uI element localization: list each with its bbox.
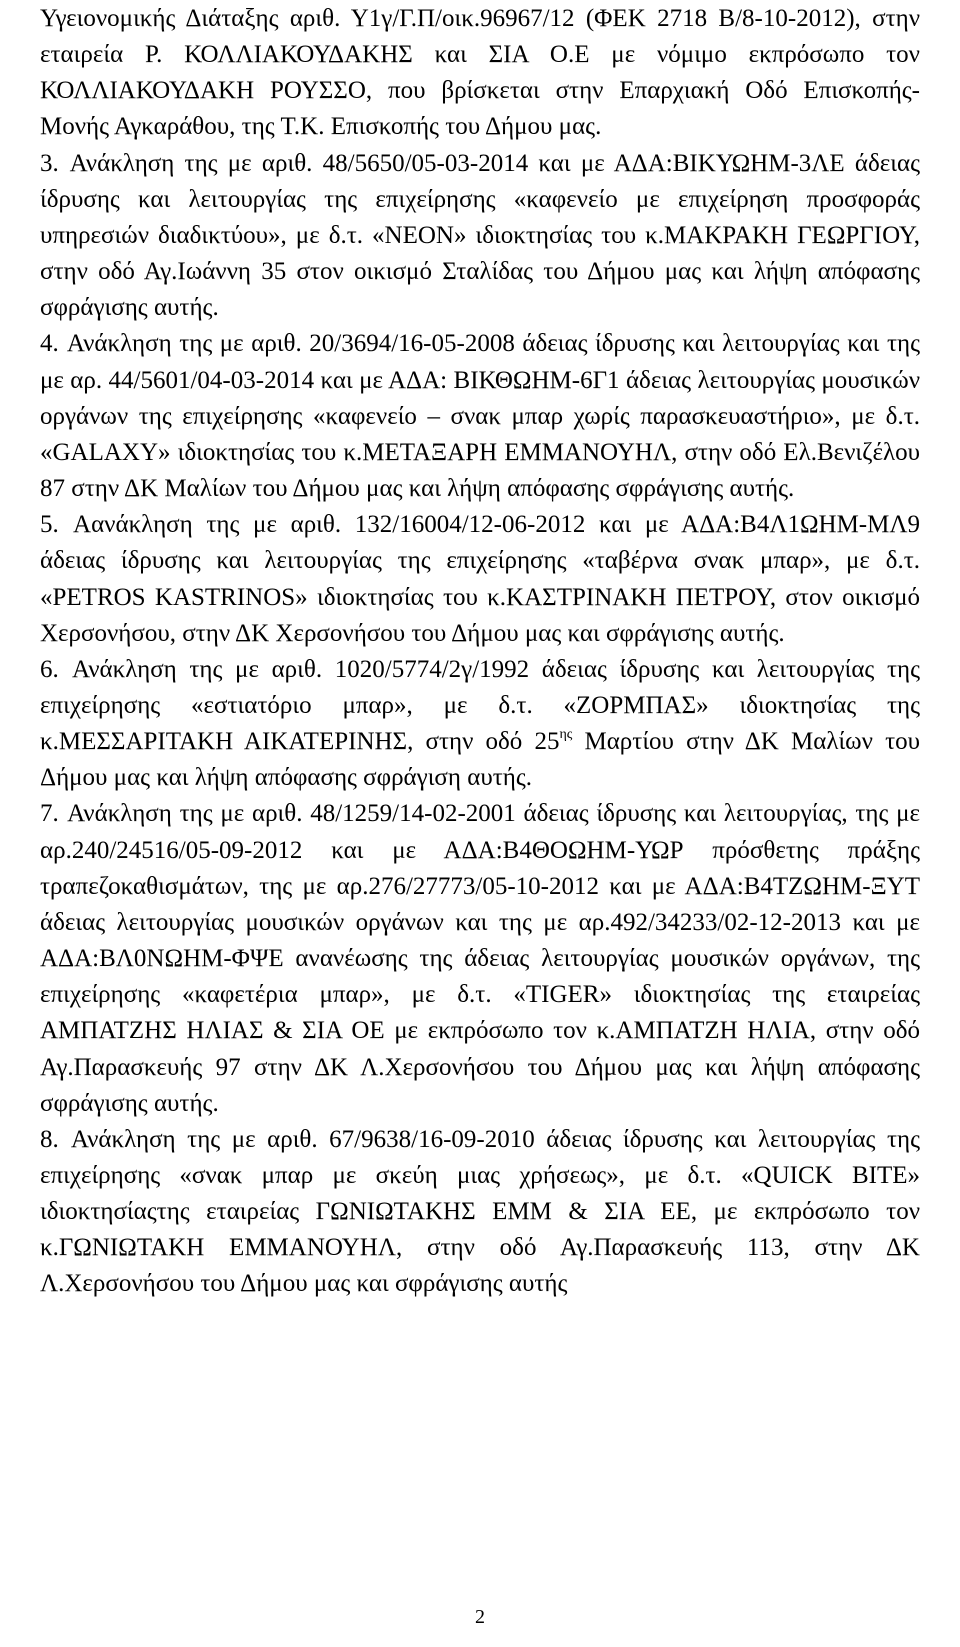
item-text: Αανάκληση της με αριθ. 132/16004/12-06-2012 και με ΑΔΑ:Β4Λ1ΩΗΜ-ΜΛ9 άδειας ίδρυσης και λειτουργίας της επιχείρησης «ταβέρνα σνακ μπαρ», με δ.τ. «PETROS KASTRINOS» ιδιοκτησίας του κ.ΚΑΣΤΡΙΝΑΚΗ ΠΕΤΡΟΥ, στον οικισμό Χερσονήσου, στην ΔΚ Χερσονήσου του Δήμου μας και σφράγισης αυτής. bbox=[40, 511, 920, 647]
item-number: 3. bbox=[40, 149, 59, 177]
item-text-before-sup: Ανάκληση της με αριθ. 1020/5774/2γ/1992 άδειας ίδρυσης και λειτουργίας της επιχείρησης «εστιατόριο μπαρ», με δ.τ. «ΖΟΡΜΠΑΣ» ιδιοκτησίας της κ.ΜΕΣΣΑΡΙΤΑΚΗ ΑΙΚΑΤΕΡΙΝΗΣ, στην οδό 25 bbox=[40, 655, 920, 756]
list-item-8 bbox=[40, 1122, 920, 1303]
item-number: 4. bbox=[40, 330, 59, 358]
item-text: Ανάκληση της με αριθ. 67/9638/16-09-2010 άδειας ίδρυσης και λειτουργίας της επιχείρησης «σνακ μπαρ με σκεύη μιας χρήσεως», με δ.τ. «QUICK BITE» ιδιοκτησίαςτης εταιρείας ΓΩΝΙΩΤΑΚΗΣ ΕΜΜ & ΣΙΑ ΕΕ, με εκπρόσωπο τον κ.ΓΩΝΙΩΤΑΚΗ ΕΜΜΑΝΟΥΗΛ, στην οδό Αγ.Παρασκευής 113, στην ΔΚ Λ.Χερσονήσου του Δήμου μας και σφράγισης αυτής bbox=[40, 1125, 920, 1298]
list-item-4 bbox=[40, 326, 920, 507]
list-item-7 bbox=[40, 796, 920, 1121]
item-text: Ανάκληση της με αριθ. 20/3694/16-05-2008 άδειας ίδρυσης και λειτουργίας και της με αρ. 44/5601/04-03-2014 και με ΑΔΑ: ΒΙΚΘΩΗΜ-6Γ1 άδειας λειτουργίας μουσικών οργάνων της επιχείρησης «καφενείο – σνακ μπαρ χωρίς παρασκευαστήριο», με δ.τ. «GALAXY» ιδιοκτησίας του κ.ΜΕΤΑΞΑΡΗ ΕΜΜΑΝΟΥΗΛ, στην οδό Ελ.Βενιζέλου 87 στην ΔΚ Μαλίων του Δήμου μας και λήψη απόφασης σφράγισης αυτής. bbox=[40, 330, 920, 503]
intro-paragraph: Υγειονομικής Διάταξης αριθ. Υ1γ/Γ.Π/οικ.96967/12 (ΦΕΚ 2718 Β/8-10-2012), στην εταιρεία Ρ. ΚΟΛΛΙΑΚΟΥΔΑΚΗΣ και ΣΙΑ Ο.Ε με νόμιμο εκπρόσωπο τον ΚΟΛΛΙΑΚΟΥΔΑΚΗ ΡΟΥΣΣΟ, που βρίσκεται στην Επαρχιακή Οδό Επισκοπής-Μονής Αγκαράθου, της Τ.Κ. Επισκοπής του Δήμου μας. bbox=[40, 5, 920, 141]
item-text: Ανάκληση της με αριθ. 48/1259/14-02-2001 άδειας ίδρυσης και λειτουργίας, της με αρ.240/24516/05-09-2012 και με ΑΔΑ:Β4ΘΟΩΗΜ-ΥΩΡ πρόσθετης πράξης τραπεζοκαθισμάτων, της με αρ.276/27773/05-10-2012 και με ΑΔΑ:Β4ΤΖΩΗΜ-ΞΥΤ άδειας λειτουργίας μουσικών οργάνων και της με αρ.492/34233/02-12-2013 και με ΑΔΑ:ΒΛ0ΝΩΗΜ-ΦΨΕ ανανέωσης της άδειας λειτουργίας μουσικών οργάνων, της επιχείρησης «καφετέρια μπαρ», με δ.τ. «TIGER» ιδιοκτησίας της εταιρείας ΑΜΠΑΤΖΗΣ ΗΛΙΑΣ & ΣΙΑ ΟΕ με εκπρόσωπο τον κ.ΑΜΠΑΤΖΗ ΗΛΙΑ, στην οδό Αγ.Παρασκευής 97 στην ΔΚ Λ.Χερσονήσου του Δήμου μας και λήψη απόφασης σφράγισης αυτής. bbox=[40, 800, 920, 1117]
item-number: 5. bbox=[40, 511, 59, 539]
list-item-5 bbox=[40, 507, 920, 652]
list-item-6 bbox=[40, 652, 920, 797]
item-number: 8. bbox=[40, 1125, 59, 1153]
item-text: Ανάκληση της με αριθ. 48/5650/05-03-2014 και με ΑΔΑ:ΒΙΚΥΩΗΜ-3ΛΕ άδειας ίδρυσης και λειτουργίας της επιχείρησης «καφενείο με επιχείρηση προσφοράς υπηρεσιών διαδικτύου», με δ.τ. «NEON» ιδιοκτησίας του κ.ΜΑΚΡΑΚΗ ΓΕΩΡΓΙΟΥ, στην οδό Αγ.Ιωάννη 35 στον οικισμό Σταλίδας του Δήμου μας και λήψη απόφασης σφράγισης αυτής. bbox=[40, 149, 920, 322]
item-number: 7. bbox=[40, 800, 59, 828]
item-number: 6. bbox=[40, 655, 59, 683]
item-text-after-sup: Μαρτίου στην ΔΚ Μαλίων του Δήμου μας και λήψη απόφασης σφράγιση αυτής. bbox=[40, 728, 920, 792]
ordinal-superscript: ης bbox=[559, 727, 573, 743]
page-number: 2 bbox=[475, 1606, 485, 1628]
list-item-3 bbox=[40, 146, 920, 327]
